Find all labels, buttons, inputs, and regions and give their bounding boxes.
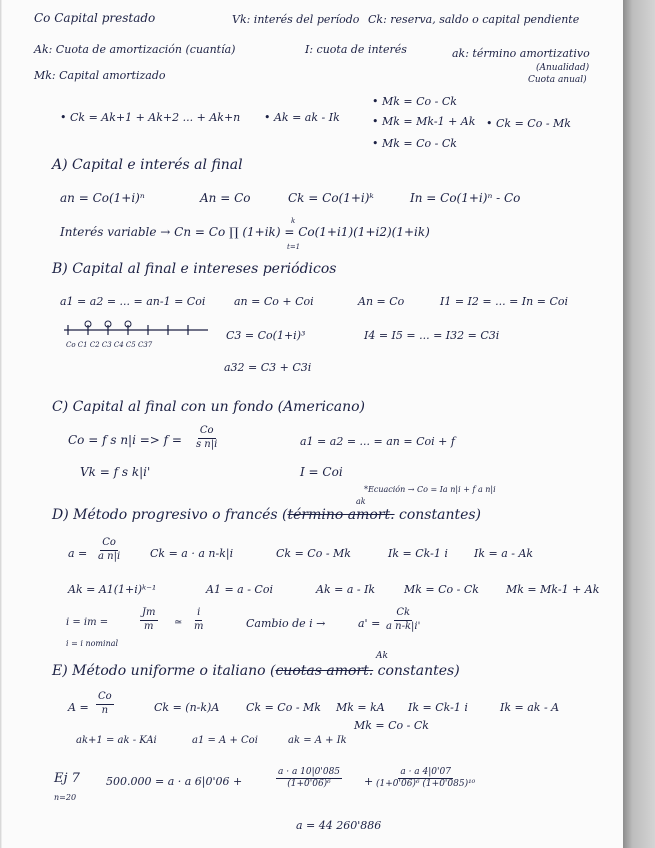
exercise-plus: +: [364, 775, 374, 788]
formula-mk-3: • Mk = Co - Ck: [372, 137, 457, 150]
fraction-f-den: s n|i: [196, 438, 218, 450]
section-d-title-strike: término amort.: [287, 507, 395, 523]
section-d-f12b: a' =: [358, 617, 381, 630]
exercise-f1: 500.000 = a · a 6|0'06 +: [106, 775, 243, 788]
formula-ck-sum: • Ck = Ak+1 + Ak+2 ... + Ak+n: [60, 111, 241, 124]
section-e-title-strike: cuotas amort.: [275, 663, 374, 679]
section-a-f3: Ck = Co(1+i)ᵏ: [288, 191, 374, 205]
section-d-title-pre: D) Método progresivo o francés (: [52, 507, 288, 523]
section-e-f2: Ck = (n-k)A: [154, 701, 220, 714]
section-e-f8: ak+1 = ak - KAi: [76, 735, 157, 746]
exercise-label: Ej 7: [54, 771, 80, 786]
timeline-labels: Co C1 C2 C3 C4 C5 C37: [66, 341, 153, 349]
exercise-frac1: [276, 768, 342, 790]
section-e-f5: Ik = Ck-1 i: [408, 701, 468, 714]
formula-ck-2: • Ck = Co - Mk: [486, 117, 571, 130]
section-b-f3: An = Co: [358, 295, 405, 308]
section-d-ak-note: ak: [356, 497, 366, 506]
fraction-A-num: Co: [96, 692, 114, 705]
section-e-ak-note: Ak: [376, 651, 388, 661]
def-capital-amortizado: Mk: Capital amortizado: [34, 69, 166, 82]
exercise-n: n=20: [54, 793, 77, 802]
section-d-nominal: i = i nominal: [66, 639, 119, 648]
fraction-a-num: Co: [100, 538, 118, 551]
section-e-f9: a1 = A + Coi: [192, 735, 258, 746]
section-d-f10: Mk = Mk-1 + Ak: [506, 583, 600, 596]
section-d-f7: A1 = a - Coi: [206, 583, 273, 596]
product-lower: t=1: [287, 243, 301, 251]
section-e-title-pre: E) Método uniforme o italiano (: [52, 663, 276, 679]
section-b-f5: C3 = Co(1+i)³: [226, 329, 306, 342]
exercise-frac1-num: a · a 10|0'085: [276, 768, 342, 779]
section-e-f3: Ck = Co - Mk: [246, 701, 321, 714]
section-b-f2: an = Co + Coi: [234, 295, 314, 308]
def-reserva: Ck: reserva, saldo o capital pendiente: [368, 13, 580, 26]
def-cuota-anual: Cuota anual): [528, 75, 587, 85]
fraction-A-den: n: [101, 704, 109, 716]
exercise-frac1-den: (1+0'06)⁶: [287, 779, 331, 790]
section-a-f4: In = Co(1+i)ⁿ - Co: [410, 191, 521, 205]
fraction-A: [96, 692, 114, 716]
section-c-f4: I = Coi: [300, 465, 343, 479]
formula-mk-2: • Mk = Mk-1 + Ak: [372, 115, 476, 128]
section-b-f4: I1 = I2 = ... = In = Coi: [440, 295, 569, 308]
fraction-a-prime-den: a n-k|i': [386, 620, 421, 632]
section-b-f7: a32 = C3 + C3i: [224, 361, 312, 374]
def-cuota-interes: I: cuota de interés: [305, 43, 407, 56]
section-d-title: [52, 508, 481, 522]
section-a-f2: An = Co: [200, 191, 251, 205]
formula-mk-1: • Mk = Co - Ck: [372, 95, 457, 108]
section-b-title: B) Capital al final e intereses periódicos: [52, 261, 337, 277]
section-c-f1: Co = f s n|i => f =: [68, 433, 182, 447]
formula-ak: • Ak = ak - Ik: [264, 111, 340, 124]
section-d-f4: Ik = Ck-1 i: [388, 547, 448, 560]
section-d-f8: Ak = a - Ik: [316, 583, 376, 596]
fraction-a-prime: [386, 608, 420, 632]
section-d-f1: a =: [68, 547, 88, 560]
section-e-f7: Mk = Co - Ck: [354, 719, 429, 732]
section-c-title: C) Capital al final con un fondo (Americano): [52, 399, 366, 415]
fraction-im: [140, 608, 158, 632]
fraction-f-num: Co: [198, 426, 216, 439]
section-a-title: A) Capital e interés al final: [52, 157, 243, 173]
fraction-im-num: Jm: [140, 608, 158, 621]
section-a-f1: an = Co(1+i)ⁿ: [60, 191, 145, 205]
section-b-f6: I4 = I5 = ... = I32 = C3i: [364, 329, 500, 342]
section-c-note: *Ecuación → Co = Ia n|i + f a n|i: [364, 485, 496, 494]
section-c-f2: a1 = a2 = ... = an = Coi + f: [300, 435, 455, 448]
fraction-a-prime-num: Ck: [394, 608, 412, 621]
fraction-im-den: m: [144, 620, 154, 632]
section-e-title: [52, 664, 460, 678]
section-d-f2: Ck = a · a n-k|i: [150, 547, 234, 560]
def-cuota-amortizacion: Ak: Cuota de amortización (cuantía): [34, 43, 236, 56]
section-d-f11: i = im =: [66, 617, 109, 628]
def-capital-prestado: Co Capital prestado: [34, 11, 156, 25]
section-b-f1: a1 = a2 = ... = an-1 = Coi: [60, 295, 206, 308]
fraction-f: [196, 426, 217, 450]
page-edge: [623, 0, 655, 848]
def-termino-amortizativo: ak: término amortizativo: [452, 47, 590, 60]
def-anualidad: (Anualidad): [536, 63, 590, 73]
section-d-f9: Mk = Co - Ck: [404, 583, 479, 596]
timeline-diagram: [62, 318, 212, 342]
section-e-title-post: constantes): [373, 663, 460, 679]
section-d-f6: Ak = A1(1+i)ᵏ⁻¹: [68, 583, 157, 596]
exercise-frac2-den: (1+0'06)⁶ (1+0'085)¹⁰: [376, 779, 476, 790]
exercise-frac2-num: a · a 4|0'07: [398, 768, 453, 779]
section-d-f12: Cambio de i →: [246, 617, 326, 630]
section-d-title-post: constantes): [394, 507, 482, 523]
section-e-f1: A =: [68, 701, 89, 714]
section-d-f5: Ik = a - Ak: [474, 547, 534, 560]
fraction-i-over-m: [194, 608, 203, 632]
section-c-f3: Vk = f s k|i': [80, 465, 151, 479]
def-interes-periodo: Vk: interés del período: [232, 13, 360, 26]
product-upper: k: [291, 217, 296, 225]
section-d-f3: Ck = Co - Mk: [276, 547, 351, 560]
fraction-i-den: m: [194, 620, 204, 632]
fraction-a: [98, 538, 120, 562]
section-d-approx: ≃: [174, 617, 183, 628]
exercise-frac2: [376, 768, 475, 790]
fraction-a-den: a n|i: [98, 550, 121, 562]
exercise-result: a = 44 260'886: [296, 819, 382, 832]
fraction-i-num: i: [195, 608, 202, 621]
section-a-f5: Interés variable → Cn = Co ∏ (1+ik) = Co(1+i1)(1+i2)(1+ik): [60, 225, 430, 239]
section-e-f6: Ik = ak - A: [500, 701, 560, 714]
section-e-f10: ak = A + Ik: [288, 735, 347, 746]
section-e-f4: Mk = kA: [336, 701, 385, 714]
